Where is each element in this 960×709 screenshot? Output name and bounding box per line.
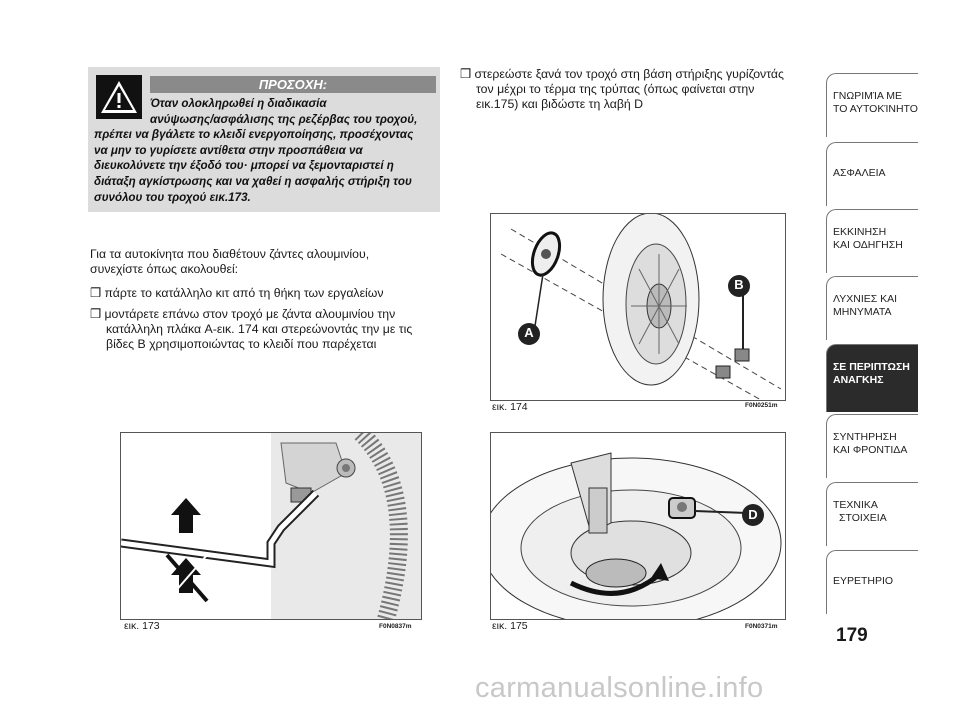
bullet-item	[460, 67, 846, 113]
bullet-text: εικ.175) και βιδώστε τη λαβή D	[476, 97, 644, 112]
figure-173	[120, 432, 422, 620]
tab-getting-to-know[interactable]	[826, 73, 918, 137]
spare-wheel-mount-illustration	[491, 433, 785, 619]
bullet-item	[90, 286, 456, 301]
tab-label: ΤΟ ΑΥΤΟΚΊΝΗΤΟ	[833, 103, 918, 115]
bullet-text: κατάλληλη πλάκα A-εικ. 174 και στερεώνοντάς την με τις	[106, 322, 413, 337]
figure-175	[490, 432, 786, 620]
jack-handle-illustration	[121, 433, 421, 619]
page-number: 179	[836, 625, 868, 646]
warning-line: πρέπει να βγάλετε το κλειδί ενεργοποίησης, προσέχοντας	[94, 128, 414, 142]
tab-warning-lights[interactable]	[826, 276, 918, 340]
warning-line: διάταξη αγκίστρωσης και να χαθεί η ασφαλής στήριξη του	[94, 174, 412, 188]
warning-line: συνόλου του τροχού εικ.173.	[94, 190, 251, 204]
bullet-text: βίδες B χρησιμοποιώντας το κλειδί που παρέχεται	[106, 337, 377, 352]
tab-emergency[interactable]	[826, 344, 918, 412]
tab-label: ΣΥΝΤΗΡΗΣΗ	[833, 431, 897, 443]
bullet-text: μοντάρετε επάνω στον τροχό με ζάντα αλουμινίου την	[104, 307, 396, 321]
tab-label: ΤΕΧΝΙΚΑ	[833, 499, 878, 511]
callout-a: A	[524, 325, 534, 340]
tab-label: ΚΑΙ ΦΡΟΝΤΙΔΑ	[833, 444, 908, 456]
intro-line: Για τα αυτοκίνητα που διαθέτουν ζάντες αλουμινίου,	[90, 247, 370, 261]
tab-technical-data[interactable]	[826, 482, 918, 546]
alloy-wheel-plate-illustration	[491, 214, 785, 400]
tab-label: ΕΚΚΙΝΗΣΗ	[833, 226, 887, 238]
tab-label: ΑΣΦΑΛΕΙΑ	[833, 167, 886, 179]
warning-text	[94, 96, 436, 205]
tab-label: ΜΗΝΥΜΑΤΑ	[833, 306, 892, 318]
warning-line: ανύψωσης/ασφάλισης της ρεζέρβας του τροχού,	[150, 112, 418, 126]
figure-code: F0N0251m	[745, 402, 778, 409]
bullet-box-icon: ❒	[90, 286, 102, 300]
watermark: carmanualsonline.info	[475, 672, 764, 704]
figure-code: F0N0371m	[745, 623, 778, 630]
warning-box	[88, 67, 440, 212]
figure-code: F0N0837m	[379, 623, 412, 630]
figure-caption: εικ. 173	[124, 620, 160, 632]
callout-b: B	[734, 277, 744, 292]
tab-label: ΣΕ ΠΕΡΙΠΤΩΣΗ	[833, 361, 910, 373]
bullet-text: πάρτε το κατάλληλο κιτ από τη θήκη των εργαλείων	[104, 286, 384, 300]
tab-index[interactable]	[826, 550, 918, 614]
intro-line: συνεχίστε όπως ακολουθεί:	[90, 262, 239, 277]
bullet-text: τον μέχρι το τέρμα της τρύπας (όπως φαίνεται στην	[476, 82, 755, 97]
tab-label: ΣΤΟΙΧΕΙΑ	[839, 512, 887, 524]
tab-label: ΛΥΧΝΙΕΣ ΚΑΙ	[833, 293, 898, 305]
tab-starting-driving[interactable]	[826, 209, 918, 273]
bullet-item	[90, 307, 466, 353]
warning-heading: ΠΡΟΣΟΧΗ:	[150, 76, 436, 93]
bullet-text: στερεώστε ξανά τον τροχό στη βάση στήριξης γυρίζοντάς	[474, 67, 784, 81]
warning-line: να μην το γυρίσετε αντίθετα στην προσπάθεια να	[94, 143, 363, 157]
bullet-box-icon: ❒	[90, 307, 102, 321]
tab-label: ΕΥΡΕΤΗΡΙΟ	[833, 575, 894, 587]
callout-d: D	[748, 507, 758, 522]
tab-label: ΑΝΑΓΚΗΣ	[833, 374, 884, 386]
figure-caption: εικ. 175	[492, 620, 528, 632]
figure-caption: εικ. 174	[492, 401, 528, 413]
tab-label: ΚΑΙ ΟΔΗΓΗΣΗ	[833, 239, 903, 251]
bullet-box-icon: ❒	[460, 67, 472, 81]
warning-line: διευκολύνετε την έξοδό του· μπορεί να ξεμονταριστεί η	[94, 159, 394, 173]
tab-safety[interactable]	[826, 142, 918, 206]
warning-line: Όταν ολοκληρωθεί η διαδικασία	[150, 97, 327, 110]
tab-label: ΓΝΩΡΙΜΊΑ ΜΕ	[833, 90, 903, 102]
figure-174	[490, 213, 786, 401]
intro-paragraph	[90, 247, 440, 277]
tab-maintenance[interactable]	[826, 414, 918, 478]
